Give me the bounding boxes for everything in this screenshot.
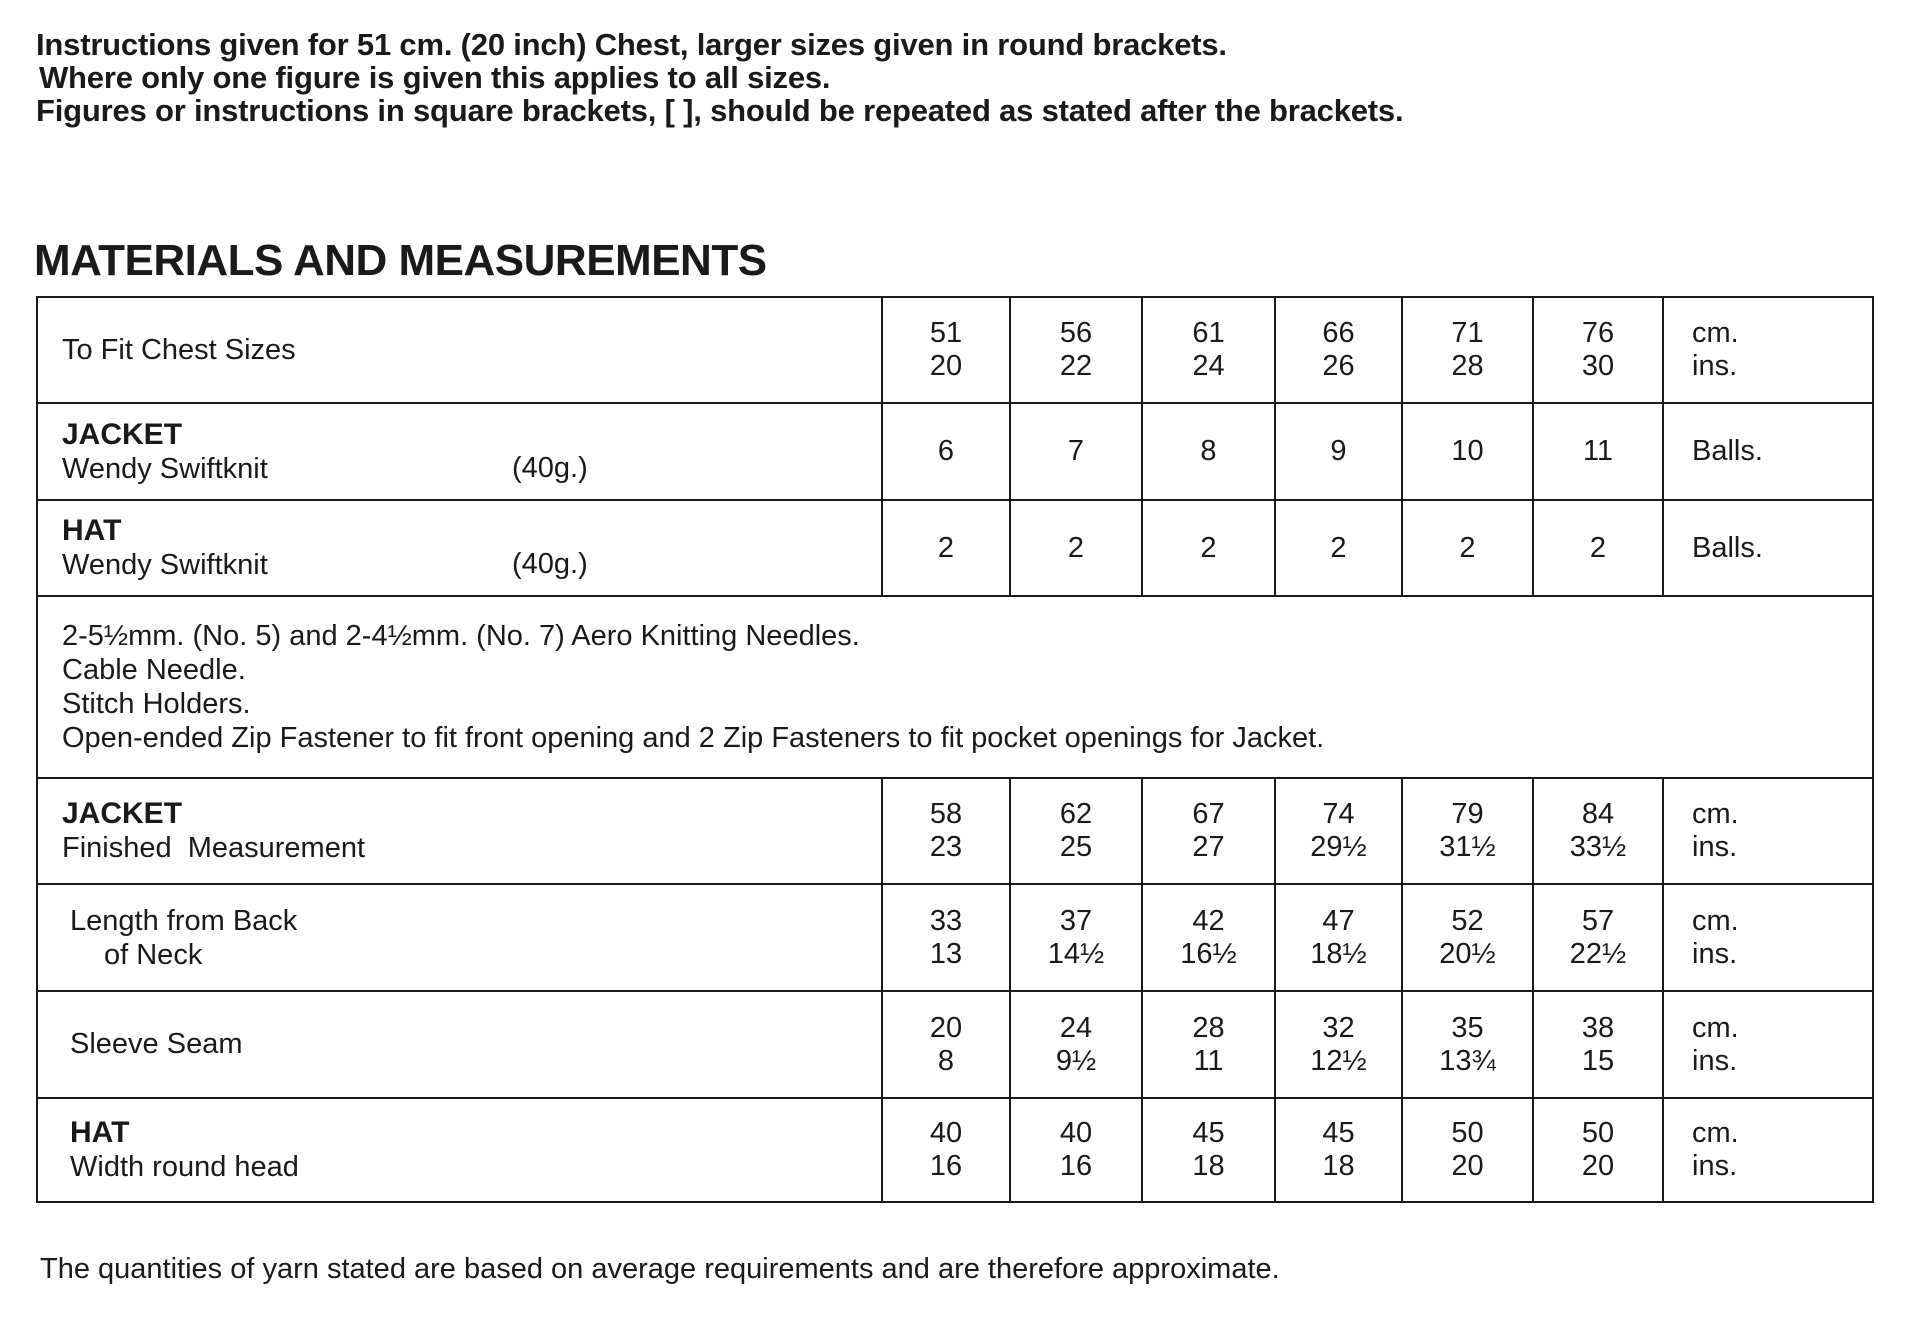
footer-note: The quantities of yarn stated are based on average requirements and are therefore approximate. [40, 1253, 1280, 1285]
length-cell [1533, 884, 1663, 991]
length-cell [1275, 884, 1402, 991]
row-hat-yarn [37, 500, 1873, 596]
note-zip-fasteners: Open-ended Zip Fastener to fit front opening and 2 Zip Fasteners to fit pocket openings for Jacket. [62, 722, 1325, 754]
measure-ins: 27 [1192, 831, 1225, 863]
sleeve-cell [1010, 991, 1142, 1098]
jacket-balls-cell: 11 [1533, 403, 1663, 500]
chest-cm-4: 66 [1322, 317, 1355, 349]
hat-balls-cell: 2 [1275, 500, 1402, 596]
chest-ins-4: 26 [1322, 350, 1355, 382]
intro-line-3: Figures or instructions in square brackets, [ ], should be repeated as stated after the brackets. [36, 93, 1404, 128]
length-unit [1663, 884, 1873, 991]
measure-ins: 33½ [1569, 831, 1627, 863]
measure-ins: 25 [1059, 831, 1093, 863]
row-chest-sizes [37, 297, 1873, 403]
jacket-balls-cell: 8 [1142, 403, 1275, 500]
length-ins: 20½ [1439, 937, 1496, 970]
hat-ins: 16 [929, 1150, 963, 1182]
hat-ins: 16 [1059, 1150, 1093, 1182]
length-label-line-1: Length from Back [70, 904, 298, 937]
length-cm: 33 [929, 904, 963, 937]
length-label-line-2: of Neck [104, 938, 203, 971]
intro-text [36, 28, 1403, 127]
jacket-measure-unit [1663, 778, 1873, 884]
chest-ins-5: 28 [1451, 350, 1484, 382]
hat-balls-cell: 2 [1533, 500, 1663, 596]
hat-cm: 45 [1192, 1117, 1225, 1149]
chest-cm-1: 51 [929, 317, 963, 349]
materials-table [36, 296, 1874, 1203]
row-jacket-measurement [37, 778, 1873, 884]
hat-ins: 18 [1322, 1150, 1355, 1182]
sleeve-ins: 11 [1193, 1044, 1224, 1077]
sleeve-cell [1142, 991, 1275, 1098]
jacket-measure-cell [1142, 778, 1275, 884]
chest-size-cell [1142, 297, 1275, 403]
hat-ins: 20 [1451, 1150, 1484, 1182]
row-length [37, 884, 1873, 991]
jacket-measure-cell [882, 778, 1010, 884]
chest-ins-3: 24 [1192, 350, 1225, 382]
measure-ins: 29½ [1310, 831, 1367, 863]
jacket-measure-cell [1533, 778, 1663, 884]
length-cm: 47 [1322, 904, 1355, 937]
sleeve-cell [1275, 991, 1402, 1098]
sleeve-cm: 24 [1059, 1011, 1093, 1044]
measure-cm: 84 [1581, 798, 1615, 830]
hat-measure-cell [882, 1098, 1010, 1202]
jacket-yarn-weight: (40g.) [512, 452, 588, 484]
chest-ins-2: 22 [1059, 350, 1093, 382]
unit-cm: cm. [1692, 1011, 1739, 1044]
hat-measure-title: HAT [70, 1116, 130, 1149]
measure-ins: 23 [929, 831, 963, 863]
note-stitch-holders: Stitch Holders. [62, 688, 251, 720]
chest-cm-2: 56 [1059, 317, 1093, 349]
jacket-balls-unit: Balls. [1663, 403, 1873, 500]
chest-size-cell [1533, 297, 1663, 403]
chest-label-cell [37, 297, 882, 403]
measure-cm: 74 [1322, 798, 1355, 830]
measure-cm: 58 [929, 798, 963, 830]
chest-cm-5: 71 [1451, 317, 1484, 349]
unit-ins: ins. [1692, 350, 1738, 382]
chest-size-cell [1010, 297, 1142, 403]
row-jacket-yarn [37, 403, 1873, 500]
unit-ins: ins. [1692, 937, 1738, 970]
jacket-measure-cell [1275, 778, 1402, 884]
row-sleeve-seam [37, 991, 1873, 1098]
sleeve-cm: 35 [1451, 1011, 1484, 1044]
hat-cm: 50 [1451, 1117, 1484, 1149]
sleeve-cell [1402, 991, 1533, 1098]
length-ins: 13 [929, 937, 963, 970]
chest-ins-6: 30 [1581, 350, 1615, 382]
row-hat-measurement [37, 1098, 1873, 1202]
jacket-measure-cell [1010, 778, 1142, 884]
hat-cm: 50 [1581, 1117, 1615, 1149]
hat-balls-cell: 2 [1402, 500, 1533, 596]
hat-balls-cell: 2 [882, 500, 1010, 596]
length-ins: 22½ [1569, 937, 1627, 970]
jacket-measure-label-cell [37, 778, 882, 884]
hat-measure-cell [1142, 1098, 1275, 1202]
measure-cm: 79 [1451, 798, 1484, 830]
note-cable-needle: Cable Needle. [62, 654, 246, 686]
jacket-yarn-name: Wendy Swiftknit [62, 452, 268, 485]
length-cm: 57 [1581, 904, 1615, 937]
sleeve-ins: 12½ [1310, 1044, 1367, 1077]
length-label-cell [37, 884, 882, 991]
hat-cm: 40 [929, 1117, 963, 1149]
sleeve-ins: 15 [1581, 1044, 1615, 1077]
jacket-measure-title: JACKET [62, 797, 183, 830]
hat-measure-cell [1275, 1098, 1402, 1202]
jacket-measure-cell [1402, 778, 1533, 884]
hat-cm: 40 [1059, 1117, 1093, 1149]
chest-label: To Fit Chest Sizes [62, 333, 296, 366]
sleeve-cm: 32 [1322, 1011, 1355, 1044]
sleeve-cell [1533, 991, 1663, 1098]
chest-ins-1: 20 [929, 350, 963, 382]
intro-line-2: Where only one figure is given this applies to all sizes. [39, 60, 831, 95]
hat-measure-label: Width round head [70, 1151, 299, 1183]
sleeve-cm: 20 [929, 1011, 963, 1044]
sleeve-cell [882, 991, 1010, 1098]
chest-cm-6: 76 [1581, 317, 1615, 349]
hat-measure-label-cell [37, 1098, 882, 1202]
chest-cm-3: 61 [1192, 317, 1225, 349]
chest-size-cell [1402, 297, 1533, 403]
sleeve-ins: 8 [937, 1044, 955, 1077]
hat-measure-cell [1402, 1098, 1533, 1202]
jacket-balls-cell: 7 [1010, 403, 1142, 500]
length-cell [882, 884, 1010, 991]
length-ins: 18½ [1310, 937, 1367, 970]
jacket-balls-cell: 6 [882, 403, 1010, 500]
length-ins: 14½ [1047, 937, 1105, 970]
note-needles: 2-5½mm. (No. 5) and 2-4½mm. (No. 7) Aero Knitting Needles. [62, 620, 860, 652]
hat-measure-unit [1663, 1098, 1873, 1202]
length-cell [1142, 884, 1275, 991]
unit-cm: cm. [1692, 904, 1739, 937]
hat-yarn-title: HAT [62, 514, 122, 547]
sleeve-label: Sleeve Seam [70, 1028, 243, 1060]
hat-balls-cell: 2 [1010, 500, 1142, 596]
jacket-yarn-title: JACKET [62, 417, 183, 451]
hat-ins: 20 [1581, 1150, 1615, 1182]
unit-ins: ins. [1692, 831, 1738, 863]
measure-cm: 67 [1192, 798, 1225, 830]
hat-balls-cell: 2 [1142, 500, 1275, 596]
sleeve-cm: 38 [1581, 1011, 1615, 1044]
length-cell [1402, 884, 1533, 991]
unit-cm: cm. [1692, 1117, 1739, 1149]
jacket-yarn-label-cell [37, 403, 882, 500]
unit-ins: ins. [1692, 1044, 1738, 1077]
hat-yarn-label-cell [37, 500, 882, 596]
length-cm: 42 [1192, 904, 1225, 937]
hat-balls-unit: Balls. [1663, 500, 1873, 596]
unit-ins: ins. [1692, 1150, 1738, 1182]
row-materials-notes [37, 596, 1873, 778]
hat-measure-cell [1533, 1098, 1663, 1202]
sleeve-cm: 28 [1192, 1011, 1225, 1044]
hat-measure-cell [1010, 1098, 1142, 1202]
hat-cm: 45 [1322, 1117, 1355, 1149]
length-cm: 52 [1451, 904, 1484, 937]
chest-size-cell [1275, 297, 1402, 403]
hat-yarn-weight: (40g.) [512, 548, 588, 580]
sleeve-label-cell [37, 991, 882, 1098]
chest-size-cell [882, 297, 1010, 403]
section-heading: MATERIALS AND MEASUREMENTS [34, 236, 767, 285]
sleeve-ins: 9½ [1055, 1044, 1097, 1077]
hat-yarn-name: Wendy Swiftknit [62, 549, 268, 581]
length-cm: 37 [1059, 904, 1093, 937]
jacket-balls-cell: 10 [1402, 403, 1533, 500]
measure-cm: 62 [1059, 798, 1093, 830]
sleeve-unit [1663, 991, 1873, 1098]
hat-ins: 18 [1192, 1150, 1225, 1182]
sleeve-ins: 13¾ [1439, 1044, 1496, 1077]
length-ins: 16½ [1180, 937, 1237, 970]
chest-unit-cell [1663, 297, 1873, 403]
measure-ins: 31½ [1439, 831, 1496, 863]
intro-line-1: Instructions given for 51 cm. (20 inch) Chest, larger sizes given in round brackets. [36, 27, 1227, 62]
materials-notes-cell [37, 596, 1873, 778]
jacket-measure-label: Finished Measurement [62, 832, 366, 864]
unit-cm: cm. [1692, 317, 1739, 349]
jacket-balls-cell: 9 [1275, 403, 1402, 500]
unit-cm: cm. [1692, 798, 1739, 830]
length-cell [1010, 884, 1142, 991]
